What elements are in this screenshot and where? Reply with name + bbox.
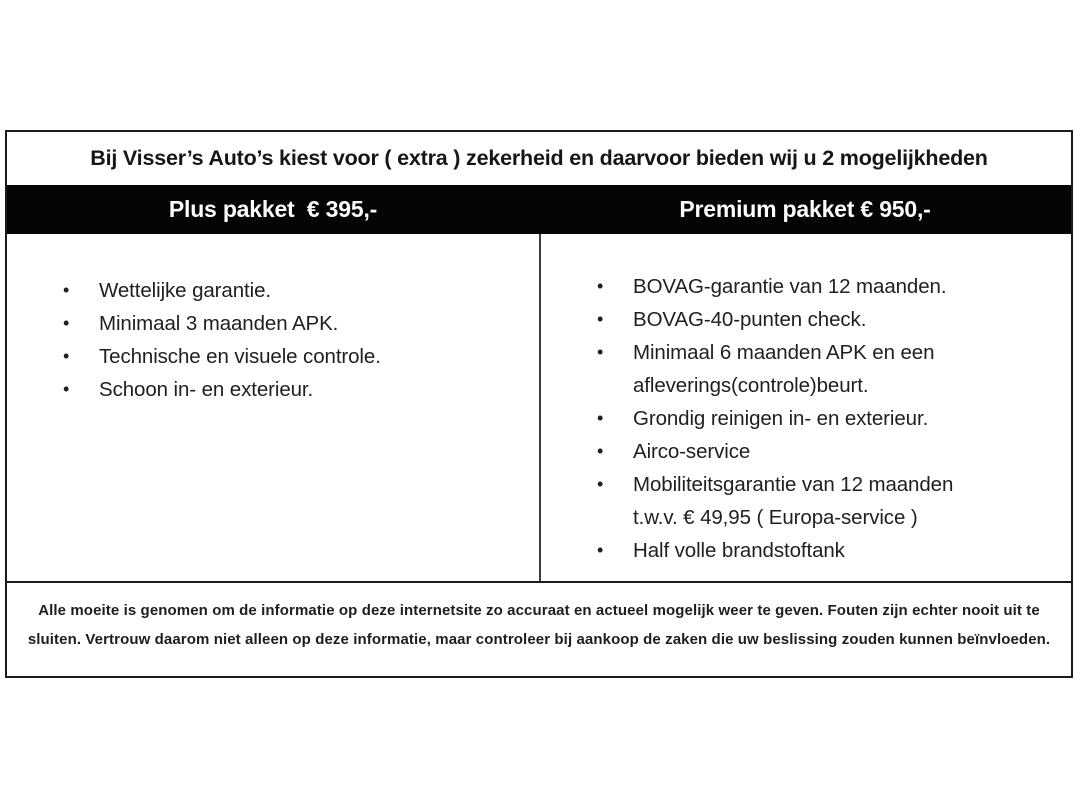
list-item [597, 468, 1057, 501]
list-item-text: Schoon in- en exterieur. [99, 378, 314, 401]
list-item-text: Minimaal 3 maanden APK. [99, 312, 339, 335]
list-item-text: t.w.v. € 49,95 ( Europa-service ) [633, 506, 918, 529]
package-content [7, 234, 1071, 581]
list-item-text: Minimaal 6 maanden APK en een [633, 341, 935, 364]
list-item-text: afleverings(controle)beurt. [633, 374, 869, 397]
list-item [597, 534, 1057, 567]
list-item-text: Mobiliteitsgarantie van 12 maanden [633, 473, 954, 496]
list-item [597, 501, 1057, 534]
warranty-packages-table [5, 130, 1073, 678]
bullet-icon: • [597, 441, 604, 461]
bullet-icon: • [597, 276, 604, 296]
plus-package-list [7, 234, 539, 581]
package-header-bar [7, 185, 1071, 234]
list-item-text: Airco-service [633, 440, 751, 463]
list-item-text: Half volle brandstoftank [633, 539, 845, 562]
list-item [63, 307, 525, 340]
bullet-icon: • [597, 309, 604, 329]
list-item [597, 369, 1057, 402]
list-item [63, 340, 525, 373]
list-item [597, 435, 1057, 468]
list-item-text: Wettelijke garantie. [99, 279, 271, 302]
list-item-text: BOVAG-40-punten check. [633, 308, 867, 331]
bullet-icon: • [63, 379, 70, 399]
disclaimer-text: Alle moeite is genomen om de informatie op deze internetsite zo accuraat en actueel mogelijk weer te geven. Fouten zijn echter nooit uit te sluiten. Vertrouw daarom niet alleen op deze informatie, maar controleer bij aankoop de zaken die uw beslissing zouden kunnen beïnvloeden. [7, 581, 1071, 676]
bullet-icon: • [597, 474, 604, 494]
list-item-text: Grondig reinigen in- en exterieur. [633, 407, 929, 430]
bullet-icon: • [63, 346, 70, 366]
list-item [597, 270, 1057, 303]
bullet-icon: • [597, 342, 604, 362]
list-item [63, 373, 525, 406]
list-item [597, 402, 1057, 435]
plus-package-header: Plus pakket € 395,- [168, 196, 378, 222]
list-item [63, 274, 525, 307]
list-item-text: Technische en visuele controle. [99, 345, 381, 368]
bullet-icon: • [597, 408, 604, 428]
bullet-icon: • [63, 280, 70, 300]
list-item-text: BOVAG-garantie van 12 maanden. [633, 275, 947, 298]
bullet-icon: • [63, 313, 70, 333]
premium-package-header: Premium pakket € 950,- [679, 196, 931, 222]
bullet-icon: • [597, 540, 604, 560]
list-item [597, 303, 1057, 336]
list-item [597, 336, 1057, 369]
premium-package-list [539, 234, 1071, 581]
table-title: Bij Visser’s Auto’s kiest voor ( extra ) zekerheid en daarvoor bieden wij u 2 mogelijkheden [90, 146, 988, 170]
